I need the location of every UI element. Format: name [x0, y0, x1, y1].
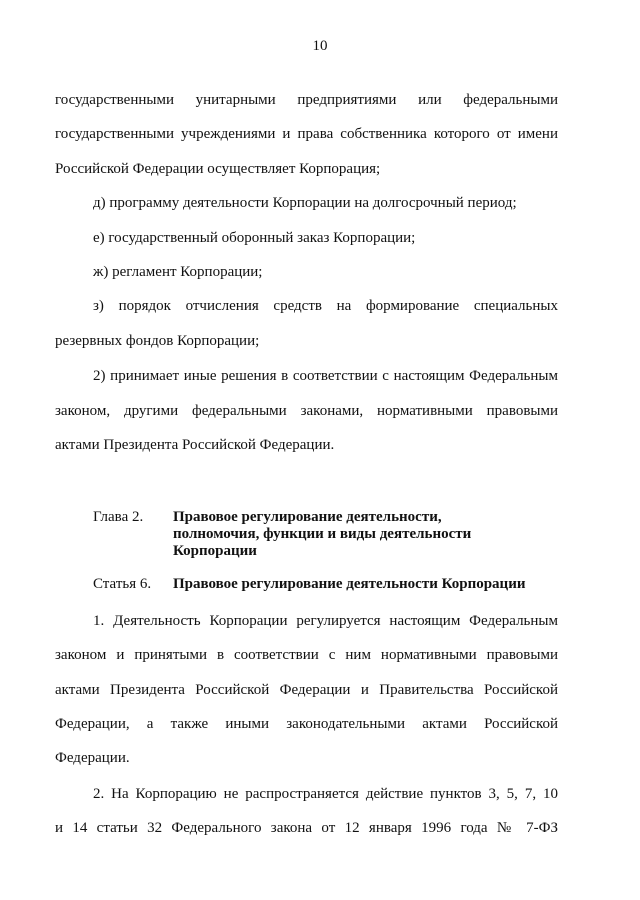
list-item-z: з) порядок отчисления средств на формирование специальных [93, 298, 558, 314]
text-line: государственными унитарными предприятиями или федеральными [55, 92, 558, 108]
paragraph-1-line: актами Президента Российской Федерации и Правительства Российской [55, 682, 558, 698]
paragraph-2-line: 2. На Корпорацию не распространяется действие пунктов 3, 5, 7, 10 [93, 786, 558, 802]
paragraph-1-line: Федерации, а также иными законодательными актами Российской [55, 716, 558, 732]
paragraph-1-line: Федерации. [55, 750, 130, 766]
paragraph-1-line: 1. Деятельность Корпорации регулируется настоящим Федеральным [93, 613, 558, 629]
text-line: законом, другими федеральными законами, нормативными правовыми [55, 403, 558, 419]
chapter-title-line: полномочия, функции и виды деятельности [173, 526, 472, 542]
text-line: резервных фондов Корпорации; [55, 333, 260, 349]
chapter-label: Глава 2. [93, 509, 144, 525]
article-label: Статья 6. [93, 576, 152, 592]
text-line: Российской Федерации осуществляет Корпорация; [55, 161, 381, 177]
chapter-title-line: Корпорации [173, 543, 257, 559]
chapter-title-line: Правовое регулирование деятельности, [173, 509, 442, 525]
paragraph-1-line: законом и принятыми в соответствии с ним нормативными правовыми [55, 647, 558, 663]
list-item-2: 2) принимает иные решения в соответствии с настоящим Федеральным [93, 368, 558, 384]
list-item-d: д) программу деятельности Корпорации на долгосрочный период; [93, 195, 517, 211]
list-item-e: е) государственный оборонный заказ Корпорации; [93, 230, 416, 246]
article-title: Правовое регулирование деятельности Корпорации [173, 576, 526, 592]
text-line: актами Президента Российской Федерации. [55, 437, 335, 453]
paragraph-2-line: и 14 статьи 32 Федерального закона от 12 января 1996 года № 7-ФЗ [55, 820, 558, 836]
page-number: 10 [312, 38, 328, 54]
text-line: государственными учреждениями и права собственника которого от имени [55, 126, 558, 142]
list-item-zh: ж) регламент Корпорации; [93, 264, 263, 280]
